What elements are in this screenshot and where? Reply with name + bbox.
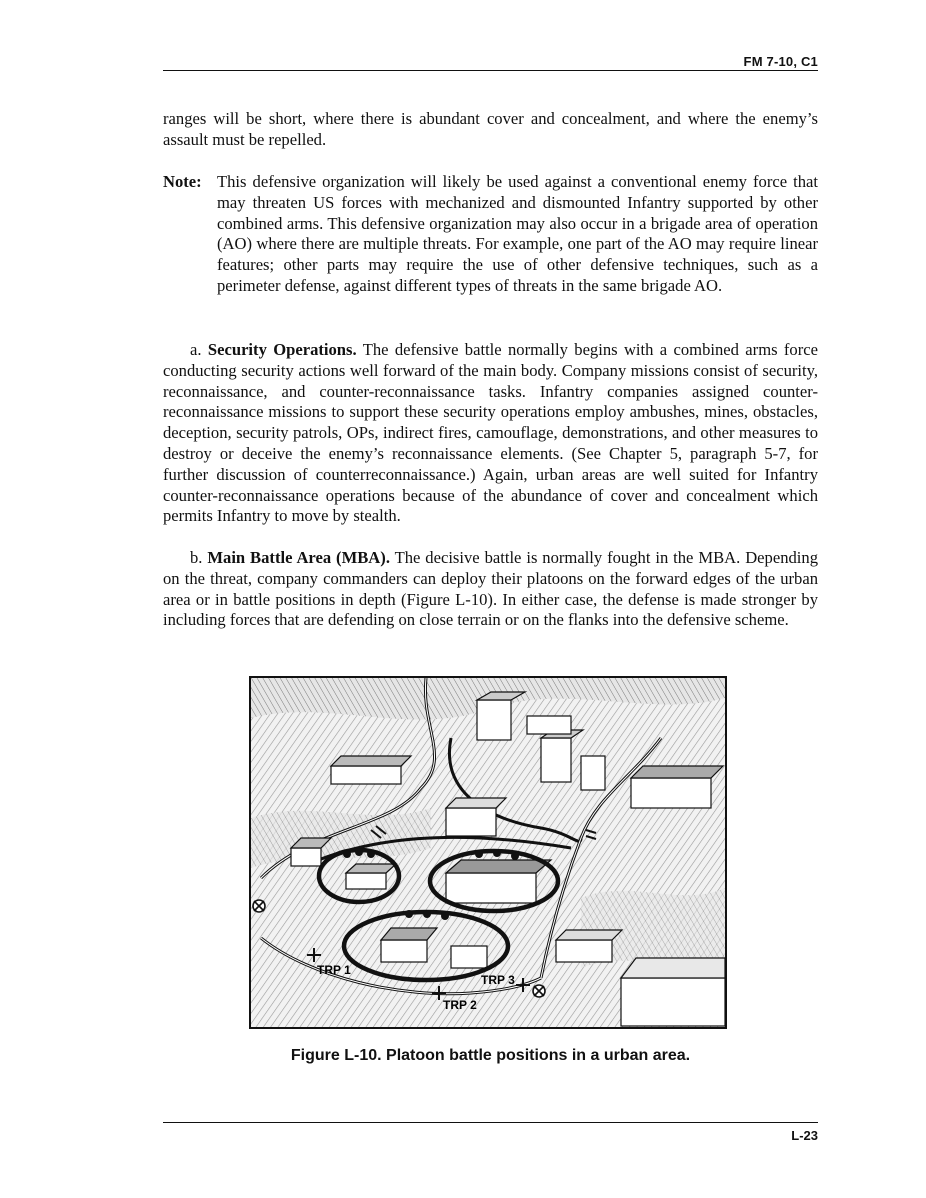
header-rule bbox=[163, 70, 818, 71]
note-block bbox=[163, 172, 818, 297]
trp-2-label: TRP 2 bbox=[443, 998, 477, 1012]
right-long-building bbox=[631, 766, 723, 808]
note-label: Note: bbox=[163, 172, 202, 191]
paragraph-continuation: ranges will be short, where there is abundant cover and concealment, and where the enemy’s assault must be repelled. bbox=[163, 109, 818, 149]
paragraph-marker: a. bbox=[190, 340, 202, 359]
paragraph-security-operations bbox=[163, 340, 818, 527]
figure-caption: Figure L-10. Platoon battle positions in a urban area. bbox=[290, 1047, 691, 1064]
paragraph-marker: b. bbox=[190, 548, 203, 567]
trp-1-label: TRP 1 bbox=[317, 963, 351, 977]
trp-3-label: TRP 3 bbox=[481, 973, 515, 987]
paragraph-main-battle-area bbox=[163, 548, 818, 631]
figure-urban-battle-positions bbox=[249, 676, 727, 1029]
page-number: L-23 bbox=[791, 1128, 818, 1143]
paragraph-text: The decisive battle is normally fought in the MBA. Depending on the threat, company commanders can deploy their platoons on the forward edges of the urban area or in battle positions in depth (Figure L-10). In either case, the defense is made stronger by including forces that are defending on close terrain or on the flanks into the defensive scheme. bbox=[163, 548, 818, 630]
run-in-heading: Security Operations. bbox=[207, 340, 357, 359]
footer-rule bbox=[163, 1122, 818, 1123]
run-in-heading: Main Battle Area (MBA). bbox=[207, 548, 390, 567]
note-text: This defensive organization will likely be used against a conventional enemy force that may threaten US forces with mechanized and dismounted Infantry supported by other combined arms. This defensive organization may also occur in a brigade area of operation (AO) where there are multiple threats. For example, one part of the AO may require linear features; other parts may require the use of other defensive techniques, such as a perimeter defense, against different types of threats in the same brigade AO. bbox=[217, 172, 818, 295]
paragraph-text: The defensive battle normally begins with a combined arms force conducting security actions well forward of the main body. Company missions consist of security, reconnaissance, and counter-reconnaissance tasks. Infantry companies assigned counter-reconnaissance missions to support these security operations employ ambushes, mines, obstacles, deception, security patrols, OPs, indirect fires, camouflage, demonstrations, and other measures to destroy or deceive the enemy’s reconnaissance elements. (See Chapter 5, paragraph 5-7, for further discussion of counterreconnaissance.) Again, urban areas are well suited for Infantry counter-reconnaissance operations because of the abundance of cover and concealment which permits Infantry to move by stealth. bbox=[163, 340, 818, 526]
running-header: FM 7-10, C1 bbox=[743, 54, 818, 69]
urban-terrain-illustration bbox=[251, 678, 725, 1027]
